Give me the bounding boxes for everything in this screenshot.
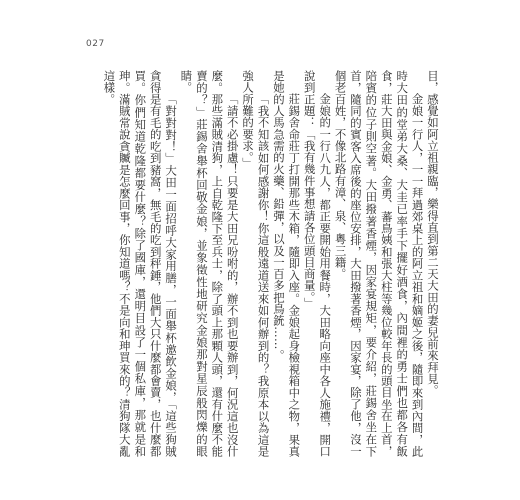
paragraph: 「請不必掛慮！只要是大田兄吩咐的，辦不到也要辦到，何況這也沒什麼。那些滿賊清狗，上自乾隆下至兵士，除了頭上那顆人頭，還有什麼不能賣的？」莊錫舍舉杯回敬金娘，並象徵性地研究金娘那對星辰般閃爍的眼睛。 — [179, 70, 240, 457]
paragraph: 金娘的一行八九人，都正要開始用餐時，大田略向座中各人施禮，開口說到正題：「我有幾件事想請各位頭目商量。」 — [302, 70, 333, 457]
paragraph: 「我不知該如何感謝你！你這般遠道送來如何辦到的？我原本以為這是強人所難的要求。」 — [241, 70, 271, 457]
paragraph: 金娘一行人，一一拜過郊桌上的阿立祖和嫡姬之後，隨即來到內間，此時大田的堂弟大桑、大圭已率手下擺好酒食，內間裡的勇士們也都各有飯食，莊大田與金娘、金勇、蕃鳥姨和張大柱等幾位較年長的頭目坐在上首，陪賓的位子則空著。大田撥著香煙，因家宴規矩，要介紹，莊錫舍坐在下首，隨同的賓客入席後的座位安排，大田撥著香煙，因家宴，除了他，沒一個老百姓，不像北路有漳、泉、粵三籍。 — [333, 70, 425, 457]
paragraph: 目，感覺如阿立祖親臨，樂得直到第二天大田的妻兒前來拜見。 — [426, 70, 440, 397]
vertical-text-body — [80, 70, 440, 457]
page-number: 027 — [86, 39, 105, 49]
paragraph: 莊錫舍命莊丁打開那些木箱，隨即入座。金娘起身檢視箱中之物，果真是她的人馬急需的火藥、鉛彈，以及一百多把鳥銃……。 — [271, 70, 302, 457]
paragraph: 「對對對！」大田一面招呼大家用膳，一面舉杯邀飲金娘，「這些狗賊貪得是有毛的吃到豬窩，無毛的吃到秤錘，他們大只什麼都會賣，也什麼都買。你們知道乾隆都要什麼？除了國庫，還明目設了一個私庫，那就是和珅。滿賊常說貪贓是怎麼回事，你知道嗎？不是向和珅買來的？清狗隊大亂這樣。 — [102, 70, 179, 457]
